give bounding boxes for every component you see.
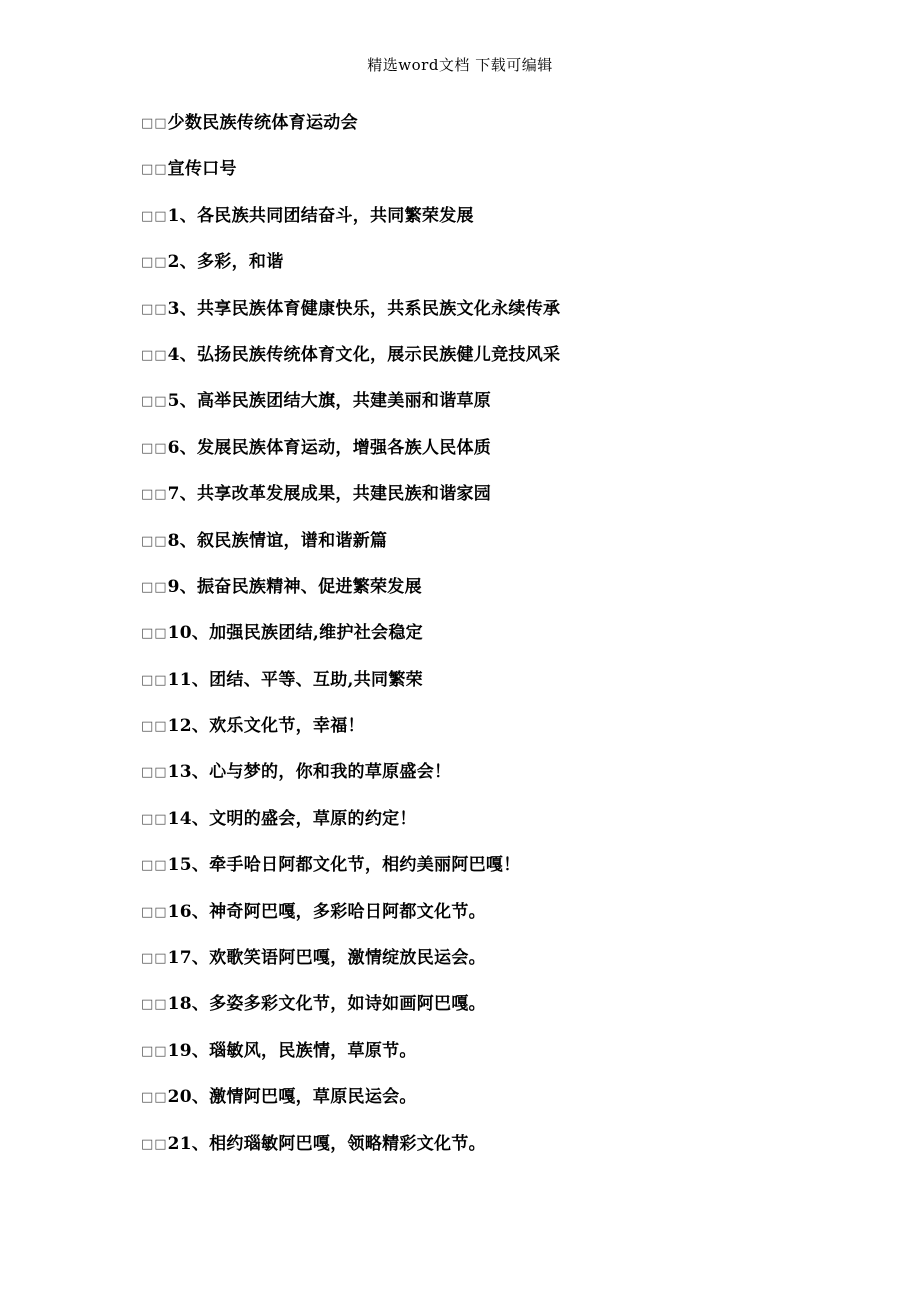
line-text: 8、叙民族情谊，谱和谐新篇 bbox=[167, 530, 388, 551]
line-text: 13、心与梦的，你和我的草原盛会！ bbox=[167, 762, 452, 783]
whitespace-marker: □□ bbox=[141, 208, 168, 224]
line-text: 10、加强民族团结,维护社会稳定 bbox=[167, 623, 423, 644]
whitespace-marker: □□ bbox=[141, 394, 168, 410]
line-text: 18、多姿多彩文化节，如诗如画阿巴嘎。 bbox=[167, 994, 486, 1015]
slogan-line bbox=[141, 947, 881, 993]
slogan-line bbox=[141, 761, 881, 807]
slogan-line bbox=[141, 390, 881, 436]
whitespace-marker: □□ bbox=[141, 255, 168, 271]
whitespace-marker: □□ bbox=[141, 301, 168, 317]
whitespace-marker: □□ bbox=[141, 1136, 168, 1152]
slogan-line bbox=[141, 715, 881, 761]
slogan-line bbox=[141, 854, 881, 900]
whitespace-marker: □□ bbox=[141, 672, 168, 688]
whitespace-marker: □□ bbox=[141, 765, 168, 781]
line-text: 6、发展民族体育运动，增强各族人民体质 bbox=[167, 437, 492, 458]
line-text: 12、欢乐文化节，幸福！ bbox=[167, 716, 365, 737]
whitespace-marker: □□ bbox=[141, 579, 168, 595]
line-text: 19、瑙敏风，民族情，草原节。 bbox=[167, 1040, 417, 1061]
document-title bbox=[141, 112, 881, 158]
slogan-list bbox=[141, 112, 881, 1179]
slogan-line bbox=[141, 576, 881, 622]
slogan-line bbox=[141, 298, 881, 344]
whitespace-marker: □□ bbox=[141, 1090, 168, 1106]
whitespace-marker: □□ bbox=[141, 162, 168, 178]
whitespace-marker: □□ bbox=[141, 811, 168, 827]
slogan-line bbox=[141, 622, 881, 668]
line-text: 14、文明的盛会，草原的约定！ bbox=[167, 808, 417, 829]
line-text: 宣传口号 bbox=[167, 159, 237, 180]
line-text: 9、振奋民族精神、促进繁荣发展 bbox=[167, 576, 422, 597]
line-text: 11、团结、平等、互助,共同繁荣 bbox=[167, 669, 423, 690]
whitespace-marker: □□ bbox=[141, 626, 168, 642]
line-text: 15、牵手哈日阿都文化节，相约美丽阿巴嘎！ bbox=[167, 855, 521, 876]
whitespace-marker: □□ bbox=[141, 116, 168, 131]
slogan-line bbox=[141, 669, 881, 715]
slogan-line bbox=[141, 530, 881, 576]
line-text: 20、激情阿巴嘎，草原民运会。 bbox=[167, 1087, 417, 1108]
line-text: 少数民族传统体育运动会 bbox=[167, 113, 358, 133]
slogan-line bbox=[141, 344, 881, 390]
slogan-line bbox=[141, 483, 881, 529]
slogan-line bbox=[141, 1040, 881, 1086]
line-text: 5、高举民族团结大旗，共建美丽和谐草原 bbox=[167, 391, 492, 412]
line-text: 3、共享民族体育健康快乐，共系民族文化永续传承 bbox=[167, 298, 561, 319]
slogan-line bbox=[141, 993, 881, 1039]
whitespace-marker: □□ bbox=[141, 347, 168, 363]
whitespace-marker: □□ bbox=[141, 1043, 168, 1059]
line-text: 1、各民族共同团结奋斗，共同繁荣发展 bbox=[167, 205, 474, 226]
line-text: 2、多彩，和谐 bbox=[167, 252, 284, 273]
line-text: 21、相约瑙敏阿巴嘎，领略精彩文化节。 bbox=[167, 1133, 486, 1154]
line-text: 7、共享改革发展成果，共建民族和谐家园 bbox=[167, 484, 492, 505]
slogan-line bbox=[141, 251, 881, 297]
slogan-line bbox=[141, 901, 881, 947]
whitespace-marker: □□ bbox=[141, 997, 168, 1013]
slogan-line bbox=[141, 205, 881, 251]
document-subtitle bbox=[141, 158, 881, 204]
slogan-line bbox=[141, 1133, 881, 1179]
line-text: 4、弘扬民族传统体育文化，展示民族健儿竞技风采 bbox=[167, 344, 561, 365]
slogan-line bbox=[141, 808, 881, 854]
line-text: 17、欢歌笑语阿巴嘎，激情绽放民运会。 bbox=[167, 948, 486, 969]
whitespace-marker: □□ bbox=[141, 487, 168, 503]
slogan-line bbox=[141, 437, 881, 483]
slogan-line bbox=[141, 1086, 881, 1132]
whitespace-marker: □□ bbox=[141, 533, 168, 549]
whitespace-marker: □□ bbox=[141, 719, 168, 735]
line-text: 16、神奇阿巴嘎，多彩哈日阿都文化节。 bbox=[167, 901, 486, 922]
page-header: 精选word文档 下载可编辑 bbox=[367, 56, 553, 74]
whitespace-marker: □□ bbox=[141, 440, 168, 456]
whitespace-marker: □□ bbox=[141, 951, 168, 967]
whitespace-marker: □□ bbox=[141, 904, 168, 920]
whitespace-marker: □□ bbox=[141, 858, 168, 874]
